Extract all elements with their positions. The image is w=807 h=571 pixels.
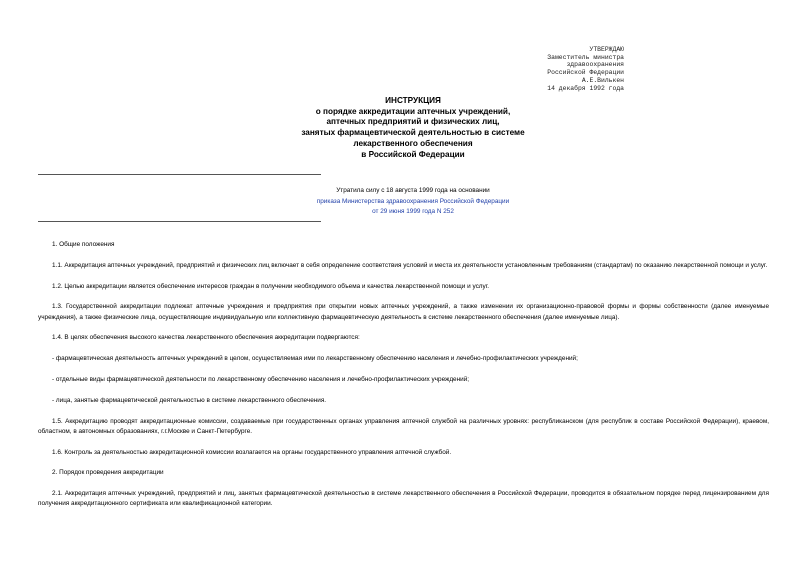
approval-line: 14 декабря 1992 года [547,84,624,92]
list-item: - фармацевтическая деятельность аптечных учреждений в целом, осуществляемая ими по лекарственному обеспечению населения и лечебно-профилактических учреждений; [52,355,578,363]
repeal-order-date-link[interactable]: от 29 июня 1999 года N 252 [372,208,454,216]
section-heading: 1. Общие положения [52,241,115,248]
paragraph: 1.2. Целью аккредитации является обеспечение интересов граждан в получении необходимого объема и качества лекарственной помощи и услуг. [52,282,490,290]
title-line: аптечных предприятий и физических лиц, [326,117,500,127]
section-heading: 2. Порядок проведения аккредитации [52,469,164,477]
approval-line: УТВЕРЖДАЮ [589,46,624,53]
title-line: лекарственного обеспечения [353,138,473,148]
title-line: занятых фармацевтической деятельностью в системе [301,128,525,138]
paragraph: 1.6. Контроль за деятельностью аккредитационной комиссии возлагается на органы государственного управления аптечной службой. [52,448,452,456]
paragraph: 1.3. Государственной аккредитации подлежат аптечные учреждения и предприятия при открытии новых аптечных учреждений, а также изменении их организационно-правовой формы и формы собственности (далее именуемые учреждения), а также физические лица, осуществляющие индивидуальную или коллективную фармацевтическую деятельность в системе лекарственного обеспечения (далее именуемые лица). [38,303,769,321]
approval-line: А.Е.Вилькен [581,76,624,84]
paragraph: 2.1. Аккредитация аптечных учреждений, предприятий и лиц, занятых фармацевтической деятельностью в системе лекарственного обеспечения в Российской Федерации, проводится в обязательном порядке перед лицензированием для получения аккредитационного сертификата или квалификационной категории. [38,490,769,508]
document-title [40,96,786,160]
title-line: ИНСТРУКЦИЯ [385,96,441,105]
paragraph: 1.4. В целях обеспечения высокого качества лекарственного обеспечения аккредитации подвергаются: [52,334,360,342]
approval-stamp [514,46,624,92]
status-text: Утратила силу с 18 августа 1999 года на основании [336,187,490,194]
divider-top [38,174,321,175]
repeal-order-link[interactable]: приказа Министерства здравоохранения Российской Федерации [316,197,510,205]
list-item: - лица, занятые фармацевтической деятельностью в системе лекарственного обеспечения. [52,396,327,404]
approval-line: Заместитель министра [547,53,624,61]
divider-bottom [38,221,321,222]
paragraph: 1.5. Аккредитацию проводят аккредитационные комиссии, создаваемые при государственных органах управления аптечной службой на различных уровнях: республиканском (для республик в составе Российской Федерации), краевом, областном, в автономных образованиях, г.г.Москве и Санкт-Петербурге. [38,417,769,435]
paragraph: 1.1. Аккредитация аптечных учреждений, предприятий и физических лиц включает в себя определение соответствия условий и места их деятельности установленным требованиям (стандартам) по оказанию лекарственной помощи и услуг. [52,261,768,269]
approval-line: здравоохранения [566,61,624,69]
title-line: о порядке аккредитации аптечных учреждений, [315,106,511,116]
list-item: - отдельные виды фармацевтической деятельности по лекарственному обеспечению населения и лечебно-профилактических учреждений; [52,375,470,383]
document-body [38,240,769,520]
status-note [40,186,786,218]
approval-line: Российской Федерации [547,69,624,77]
title-line: в Российской Федерации [361,149,465,159]
